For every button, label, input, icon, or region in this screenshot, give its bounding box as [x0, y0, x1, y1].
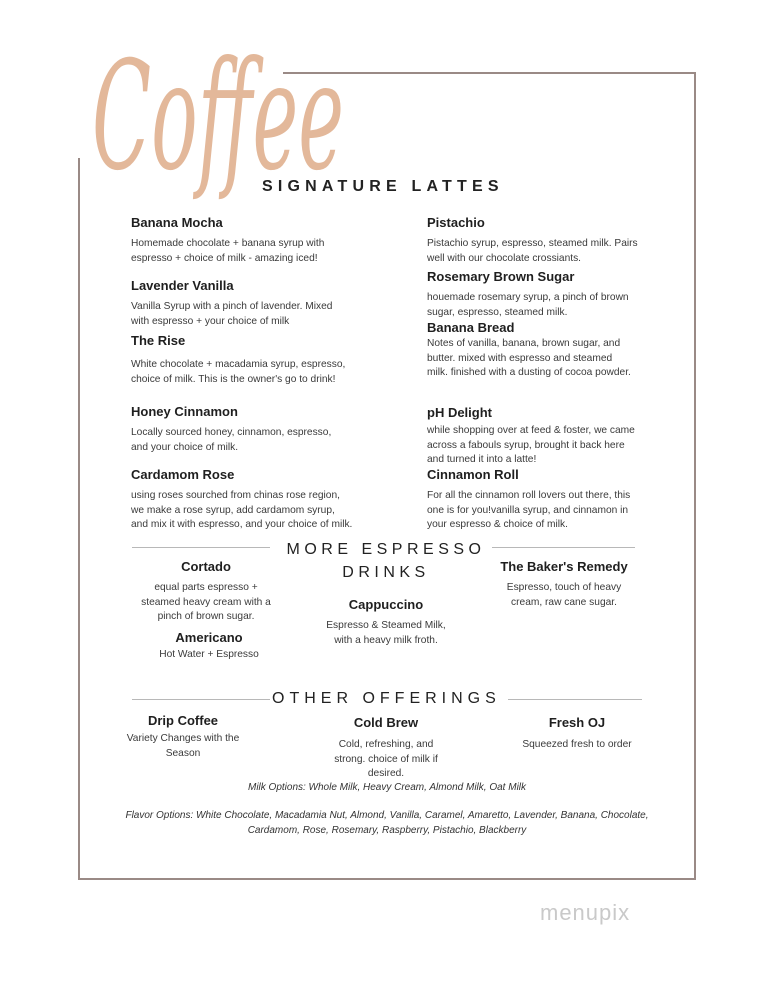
menu-item: [316, 715, 456, 782]
menu-item: [126, 713, 240, 761]
menupix-watermark: menupix: [540, 900, 631, 925]
item-name: Honey Cinnamon: [131, 404, 238, 419]
item-name: The Rise: [131, 333, 186, 348]
menu-item: [427, 320, 632, 381]
item-name: Banana Mocha: [131, 215, 223, 230]
item-name: Cinnamon Roll: [427, 467, 519, 482]
item-name: Lavender Vanilla: [131, 278, 234, 293]
menu-item: [131, 467, 353, 533]
frame-right-line: [694, 72, 696, 880]
item-desc: Squeezed fresh to order: [522, 739, 632, 750]
item-name: Drip Coffee: [147, 713, 219, 728]
item-name: Cardamom Rose: [131, 467, 235, 482]
item-desc: Vanilla Syrup with a pinch of lavender. Mixed with espresso + your choice of milk: [131, 301, 333, 327]
menu-item: [131, 404, 346, 455]
menu-item: [136, 559, 276, 625]
divider-line: [492, 547, 635, 548]
item-desc: White chocolate + macadamia syrup, espresso, choice of milk. This is the owner's go to drink!: [131, 359, 346, 385]
item-desc: Variety Changes with the Season: [126, 733, 240, 759]
item-desc: houemade rosemary syrup, a pinch of brown sugar, espresso, steamed milk.: [427, 292, 629, 318]
menu-item: [131, 215, 346, 266]
item-name: pH Delight: [427, 405, 492, 420]
flavor-options: Flavor Options: White Chocolate, Macadamia Nut, Almond, Vanilla, Caramel, Amaretto, Lavender, Banana, Chocolate, Cardamom, Rose, Rosemary, Raspberry, Pistachio, Blackberry: [125, 810, 649, 836]
item-desc: Cold, refreshing, and strong. choice of milk if desired.: [334, 739, 438, 780]
menu-item: [136, 630, 282, 663]
section-title-other-offerings: OTHER OFFERINGS: [272, 690, 501, 707]
item-desc: while shopping over at feed & foster, we came across a fabouls syrup, brought it back here and turned it into a latte!: [427, 425, 635, 466]
item-desc: Locally sourced honey, cinnamon, espresso, and your choice of milk.: [131, 427, 332, 453]
item-desc: Homemade chocolate + banana syrup with espresso + choice of milk - amazing iced!: [131, 238, 325, 264]
item-desc: equal parts espresso + steamed heavy cream with a pinch of brown sugar.: [141, 582, 271, 623]
menu-item: [427, 467, 642, 533]
item-desc: Pistachio syrup, espresso, steamed milk. Pairs well with our chocolate crossiants.: [427, 238, 638, 264]
divider-line: [132, 547, 270, 548]
menu-item: [512, 715, 642, 753]
item-desc: Hot Water + Espresso: [159, 649, 259, 660]
menu-item: [496, 559, 632, 610]
menu-item: [427, 405, 639, 468]
item-desc: using roses sourched from chinas rose region, we make a rose syrup, add cardamom syrup, and mix it with espresso, and your choice of milk.: [131, 490, 353, 531]
item-desc: Notes of vanilla, banana, brown sugar, and butter. mixed with espresso and steamed milk. finished with a dusting of cocoa powder.: [427, 338, 631, 379]
item-name: Pistachio: [427, 215, 485, 230]
frame-left-line: [78, 158, 80, 880]
menu-item: [131, 333, 346, 387]
item-desc: For all the cinnamon roll lovers out there, this one is for you!vanilla syrup, and cinnamon in your espresso & choice of milk.: [427, 490, 631, 531]
section-title-signature-lattes: SIGNATURE LATTES: [262, 178, 504, 195]
menu-item: [427, 215, 642, 266]
menu-item: [427, 269, 642, 320]
milk-options: Milk Options: Whole Milk, Heavy Cream, Almond Milk, Oat Milk: [247, 782, 527, 793]
item-name: Cortado: [181, 559, 231, 574]
menu-item: [131, 278, 346, 329]
logo-text: Coffee: [92, 30, 344, 204]
item-desc: Espresso & Steamed Milk, with a heavy milk froth.: [326, 620, 446, 646]
section-title-more-espresso: MORE ESPRESSO DRINKS: [286, 541, 486, 581]
item-name: Fresh OJ: [548, 715, 606, 730]
divider-line: [508, 699, 642, 700]
item-desc: Espresso, touch of heavy cream, raw cane sugar.: [506, 582, 622, 608]
frame-bottom-line: [78, 878, 696, 880]
item-name: Americano: [175, 630, 243, 645]
divider-line: [132, 699, 270, 700]
item-name: The Baker's Remedy: [500, 559, 628, 574]
item-name: Cold Brew: [353, 715, 419, 730]
item-name: Cappuccino: [348, 597, 424, 612]
item-name: Banana Bread: [427, 320, 515, 335]
menu-item: [316, 597, 456, 648]
item-name: Rosemary Brown Sugar: [427, 269, 575, 284]
